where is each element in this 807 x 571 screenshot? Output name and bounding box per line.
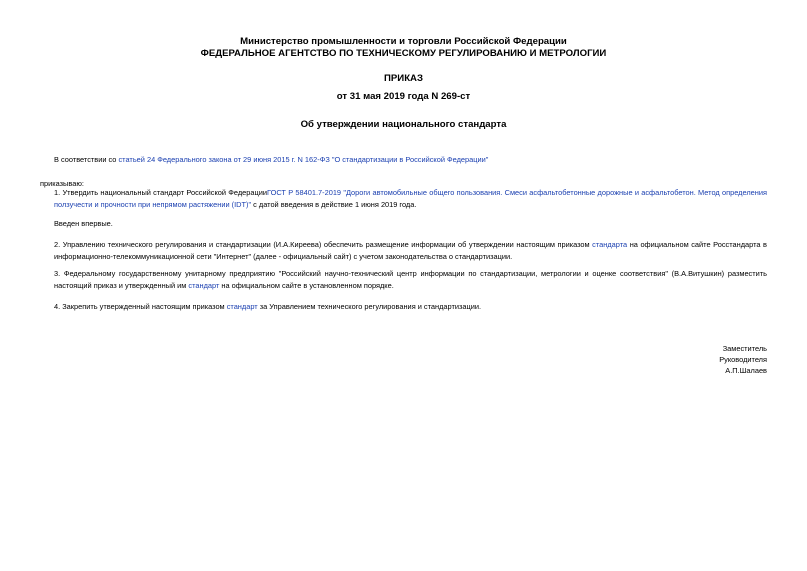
agency-title: ФЕДЕРАЛЬНОЕ АГЕНТСТВО ПО ТЕХНИЧЕСКОМУ РЕГУЛИРОВАНИЮ И МЕТРОЛОГИИ xyxy=(200,48,607,59)
signature-position-2: Руководителя xyxy=(719,355,767,364)
gost-standard-link[interactable]: ГОСТ Р 58401.7-2019 "Дороги автомобильные общего пользования. Смеси асфальтобетонные дорожные и асфальтобетон. Метод определения ползучести и прочности при непрямом растяжении (IDT)" xyxy=(54,188,767,209)
standard-link-item-4[interactable]: стандарт xyxy=(226,302,258,311)
standard-link-item-2[interactable]: стандарта xyxy=(592,240,628,249)
item-4-paragraph xyxy=(54,301,767,313)
item-2-text: 2. Управлению технического регулирования и стандартизации (И.А.Киреева) обеспечить размещение информации об утверждении настоящим приказом xyxy=(54,240,593,249)
item-3-text: 3. Федеральному государственному унитарному предприятию "Российский научно-технический центр информации по стандартизации, метрологии и оценке соответствия" (В.А.Витушкин) разместить настоящий приказ и утвержденный им xyxy=(54,269,767,290)
preamble-text: В соответствии со xyxy=(54,155,119,164)
order-word: приказываю: xyxy=(40,179,84,188)
standard-link-item-3[interactable]: стандарт xyxy=(188,281,220,290)
signature-position-1: Заместитель xyxy=(722,344,767,353)
item-3-suffix: на официальном сайте в установленном порядке. xyxy=(219,281,394,290)
item-1-suffix: с датой введения в действие 1 июня 2019 года. xyxy=(251,200,417,209)
federal-law-link[interactable]: статьей 24 Федерального закона от 29 июня 2015 г. N 162-ФЗ "О стандартизации в Российской Федерации" xyxy=(118,155,489,164)
item-2-paragraph xyxy=(54,239,767,263)
item-1-paragraph xyxy=(54,187,767,211)
document-type: ПРИКАЗ xyxy=(384,73,423,84)
introduced-note: Введен впервые. xyxy=(54,219,113,228)
preamble-paragraph xyxy=(54,154,767,166)
item-1-text: 1. Утвердить национальный стандарт Российской Федерации xyxy=(54,188,267,197)
item-2-suffix: на официальном сайте Росстандарта в информационно-телекоммуникационной сети "Интернет" (далее - официальный сайт) с учетом законодательства о стандартизации. xyxy=(54,240,767,261)
item-4-suffix: за Управлением технического регулирования и стандартизации. xyxy=(257,302,482,311)
item-3-paragraph xyxy=(54,268,767,292)
ministry-title: Министерство промышленности и торговли Российской Федерации xyxy=(240,36,567,47)
item-4-text: 4. Закрепить утвержденный настоящим приказом xyxy=(54,302,227,311)
document-date-number: от 31 мая 2019 года N 269-ст xyxy=(336,91,471,102)
document-subject: Об утверждении национального стандарта xyxy=(300,119,507,130)
signature-name: А.П.Шалаев xyxy=(725,366,767,375)
